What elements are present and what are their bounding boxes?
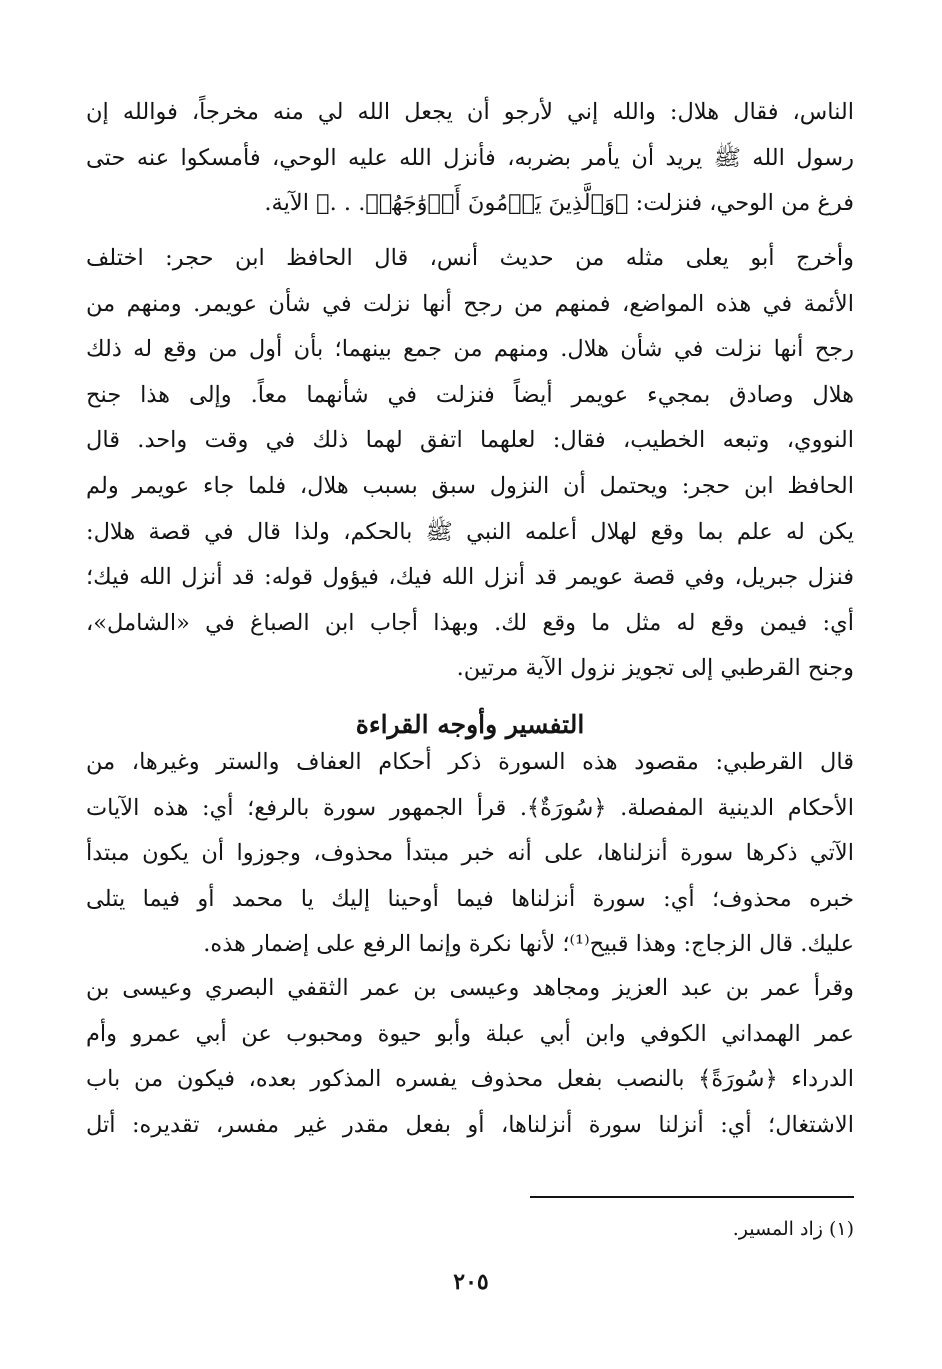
- text-line: النووي، وتبعه الخطيب، فقال: لعلهما اتفق لهما ذلك في وقت واحد. قال: [86, 427, 854, 454]
- text-line: قال القرطبي: مقصود هذه السورة ذكر أحكام العفاف والستر وغيرها، من: [86, 749, 854, 775]
- text-line: الأئمة في هذه المواضع، فمنهم من رجح أنها نزلت في شأن عويمر. ومنهم من: [86, 290, 854, 317]
- text-line: وقرأ عمر بن عبد العزيز ومجاهد وعيسى بن عمر الثقفي البصري وعيسى بن: [86, 975, 854, 1001]
- text-line: فرغ من الوحي، فنزلت: ﴿وَٱلَّذِينَ يَرۡمُونَ أَزۡوَٰجَهُمۡ. . .﴾ الآية.: [264, 190, 854, 217]
- text-line: عليك. قال الزجاج: وهذا قبيح⁽¹⁾؛ لأنها نكرة وإنما الرفع على إضمار هذه.: [203, 931, 854, 958]
- text-line: الدرداء ﴿سُورَةً﴾ بالنصب بفعل محذوف يفسره المذكور بعده، فيكون من باب: [86, 1066, 854, 1093]
- text-line: الاشتغال؛ أي: أنزلنا سورة أنزلناها، أو بفعل مقدر غير مفسر، تقديره: أتل: [86, 1111, 854, 1138]
- text-line: خبره محذوف؛ أي: سورة أنزلناها فيما أوحينا إليك يا محمد أو فيما يتلى: [86, 885, 854, 912]
- text-line: الأحكام الدينية المفصلة. ﴿سُورَةٌ﴾. قرأ الجمهور سورة بالرفع؛ أي: هذه الآيات: [86, 794, 854, 821]
- text-line: أي: فيمن وقع له مثل ما وقع لك. وبهذا أجاب ابن الصباغ في «الشامل»،: [86, 609, 854, 636]
- text-line: عمر الهمداني الكوفي وابن أبي عبلة وأبو حيوة ومحبوب عن أبي عمرو وأم: [86, 1020, 854, 1047]
- section-heading: التفسير وأوجه القراءة: [355, 710, 585, 739]
- text-line: الناس، فقال هلال: والله إني لأرجو أن يجعل الله لي منه مخرجاً، فوالله إن: [86, 99, 854, 125]
- text-line: فنزل جبريل، وفي قصة عويمر قد أنزل الله فيك، فيؤول قوله: قد أنزل الله فيك؛: [86, 564, 854, 591]
- paragraph-4: [86, 966, 854, 1148]
- text-line: وجنح القرطبي إلى تجويز نزول الآية مرتين.: [456, 655, 854, 682]
- text-line: هلال وصادق بمجيء عويمر أيضاً فنزلت في شأنهما معاً. وإلى هذا جنح: [86, 381, 854, 408]
- text-line: يكن له علم بما وقع لهلال أعلمه النبي ﷺ بالحكم، ولذا قال في قصة هلال:: [86, 518, 854, 545]
- paragraph-2: [86, 236, 854, 692]
- text-line: الحافظ ابن حجر: ويحتمل أن النزول سبق بسبب هلال، فلما جاء عويمر ولم: [86, 472, 854, 499]
- paragraph-3: [86, 740, 854, 968]
- paragraph-1: [86, 90, 854, 227]
- page-number: ٢٠٥: [453, 1269, 489, 1295]
- footnote-divider: [530, 1196, 854, 1198]
- text-line: الآتي ذكرها سورة أنزلناها، على أنه خبر مبتدأ محذوف، وجوزوا أن يكون مبتدأ: [86, 840, 854, 867]
- text-line: رجح أنها نزلت في شأن هلال. ومنهم من جمع بينهما؛ بأن أول من وقع له ذلك: [86, 336, 854, 363]
- text-line: رسول الله ﷺ يريد أن يأمر بضربه، فأنزل الله عليه الوحي، فأمسكوا عنه حتى: [86, 144, 854, 171]
- footnote: (١) زاد المسير.: [732, 1218, 854, 1240]
- text-line: وأخرج أبو يعلى مثله من حديث أنس، قال الحافظ ابن حجر: اختلف: [86, 245, 854, 271]
